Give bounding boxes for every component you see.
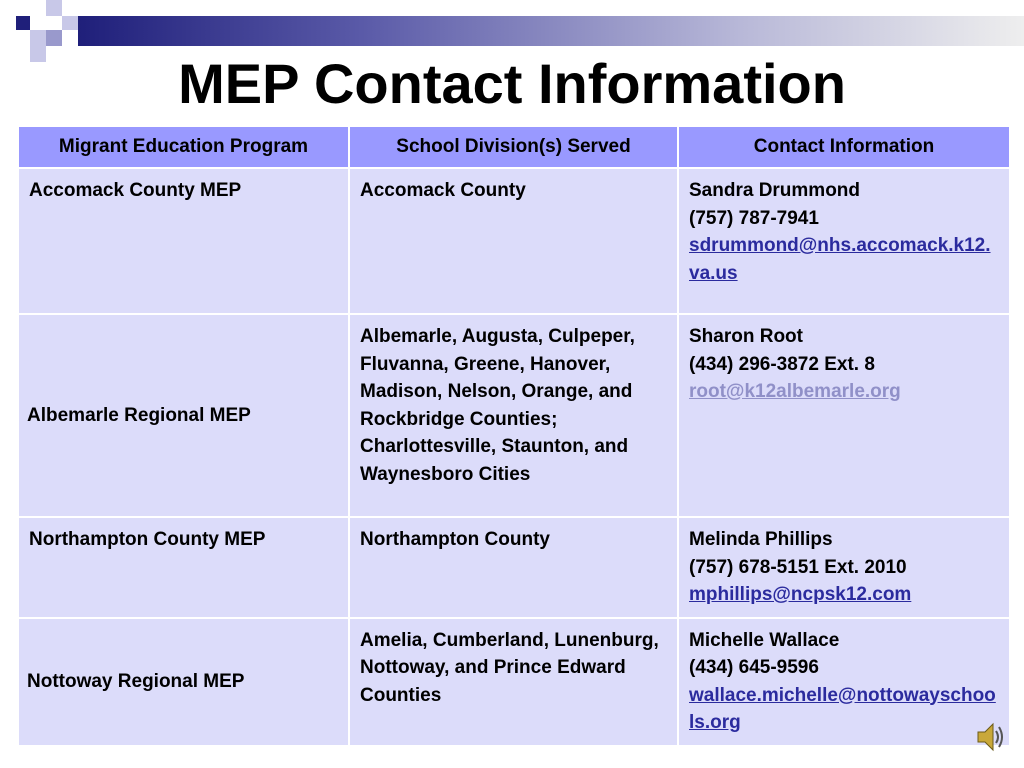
contact-name: Michelle Wallace	[689, 629, 840, 651]
column-header-program: Migrant Education Program	[18, 126, 349, 168]
contact-phone: (757) 678-5151 Ext. 2010	[689, 556, 907, 578]
contact-phone: (757) 787-7941	[689, 207, 819, 229]
column-header-contact: Contact Information	[678, 126, 1010, 168]
gradient-band	[78, 16, 1024, 46]
table-row	[18, 618, 1010, 746]
table-row	[18, 168, 1010, 314]
deco-square	[62, 16, 78, 30]
contact-name: Sharon Root	[689, 326, 803, 347]
deco-square	[46, 0, 62, 16]
email-link[interactable]: root@k12albemarle.org	[689, 381, 901, 402]
contact-cell	[678, 618, 1010, 746]
email-link[interactable]: sdrummond@nhs.accomack.k12.va.us	[689, 235, 991, 284]
deco-square	[30, 30, 46, 46]
served-cell: Accomack County	[349, 168, 678, 314]
program-cell: Nottoway Regional MEP	[18, 618, 349, 746]
contact-phone: (434) 645-9596	[689, 657, 819, 678]
program-cell: Albemarle Regional MEP	[18, 314, 349, 517]
served-cell: Amelia, Cumberland, Lunenburg, Nottoway, and Prince Edward Counties	[349, 618, 678, 746]
contact-phone: (434) 296-3872 Ext. 8	[689, 353, 875, 375]
program-cell: Accomack County MEP	[18, 168, 349, 314]
contact-table	[17, 125, 1011, 747]
email-link[interactable]: mphillips@ncpsk12.com	[689, 584, 912, 605]
deco-square	[46, 30, 62, 46]
contact-name: Sandra Drummond	[689, 180, 861, 201]
served-cell: Albemarle, Augusta, Culpeper, Fluvanna, Greene, Hanover, Madison, Nelson, Orange, and Rockbridge Counties; Charlottesville, Staunton, and Waynesboro Cities	[349, 314, 678, 517]
table-row	[18, 517, 1010, 618]
page-title: MEP Contact Information	[178, 52, 846, 115]
contact-cell	[678, 517, 1010, 618]
table-header-row	[18, 126, 1010, 168]
contact-cell	[678, 314, 1010, 517]
column-header-served: School Division(s) Served	[349, 126, 678, 168]
contact-cell	[678, 168, 1010, 314]
speaker-icon[interactable]	[976, 720, 1006, 759]
deco-square	[16, 16, 30, 30]
served-cell: Northampton County	[349, 517, 678, 618]
contact-name: Melinda Phillips	[689, 529, 833, 550]
email-link[interactable]: wallace.michelle@nottowayschools.org	[689, 684, 996, 733]
program-cell: Northampton County MEP	[18, 517, 349, 618]
table-row	[18, 314, 1010, 517]
